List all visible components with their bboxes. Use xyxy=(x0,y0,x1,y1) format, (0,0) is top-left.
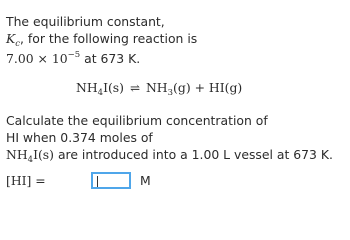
reactant-nh4-subscript: 4 xyxy=(97,88,104,98)
answer-label-text: [HI] = xyxy=(6,173,46,188)
reactant-rest: I(s) xyxy=(103,80,124,95)
kc-symbol: K xyxy=(6,31,16,46)
kc-subscript: c xyxy=(15,39,21,49)
equilibrium-arrow-icon: ⇌ xyxy=(129,81,141,95)
product-nh3-subscript: 3 xyxy=(167,88,174,98)
question-species: I(s) xyxy=(33,147,54,162)
question-nh4-base: NH xyxy=(6,147,28,162)
question-line-3-text: are introduced into a 1.00 L vessel at 673 K. xyxy=(54,147,333,162)
k-value-rest: at 673 K. xyxy=(80,51,141,66)
answer-label xyxy=(6,173,46,188)
k-value-exponent: −5 xyxy=(67,50,81,60)
question-line-3 xyxy=(6,147,333,168)
question-nh4-subscript: 4 xyxy=(27,155,34,165)
reaction-equation xyxy=(76,80,242,101)
answer-unit-text: M xyxy=(140,173,151,188)
intro-line-1-text: The equilibrium constant, xyxy=(6,14,165,29)
text-caret xyxy=(97,176,98,187)
k-value-mantissa: 7.00 × 10 xyxy=(6,51,68,66)
answer-unit xyxy=(140,173,151,188)
product-rest: (g) + HI(g) xyxy=(173,80,243,95)
reactant-nh4-base: NH xyxy=(76,80,98,95)
product-nh3-base: NH xyxy=(145,80,168,95)
intro-line-2-text: , for the following reaction is xyxy=(20,31,198,46)
intro-line-1 xyxy=(6,14,165,29)
question-line-2 xyxy=(6,130,153,145)
question-line-2-text: HI when 0.374 moles of xyxy=(6,130,153,145)
hi-concentration-input[interactable] xyxy=(91,172,131,189)
intro-line-3 xyxy=(6,48,140,66)
question-line-1-text: Calculate the equilibrium concentration of xyxy=(6,113,268,128)
question-line-1 xyxy=(6,113,268,128)
